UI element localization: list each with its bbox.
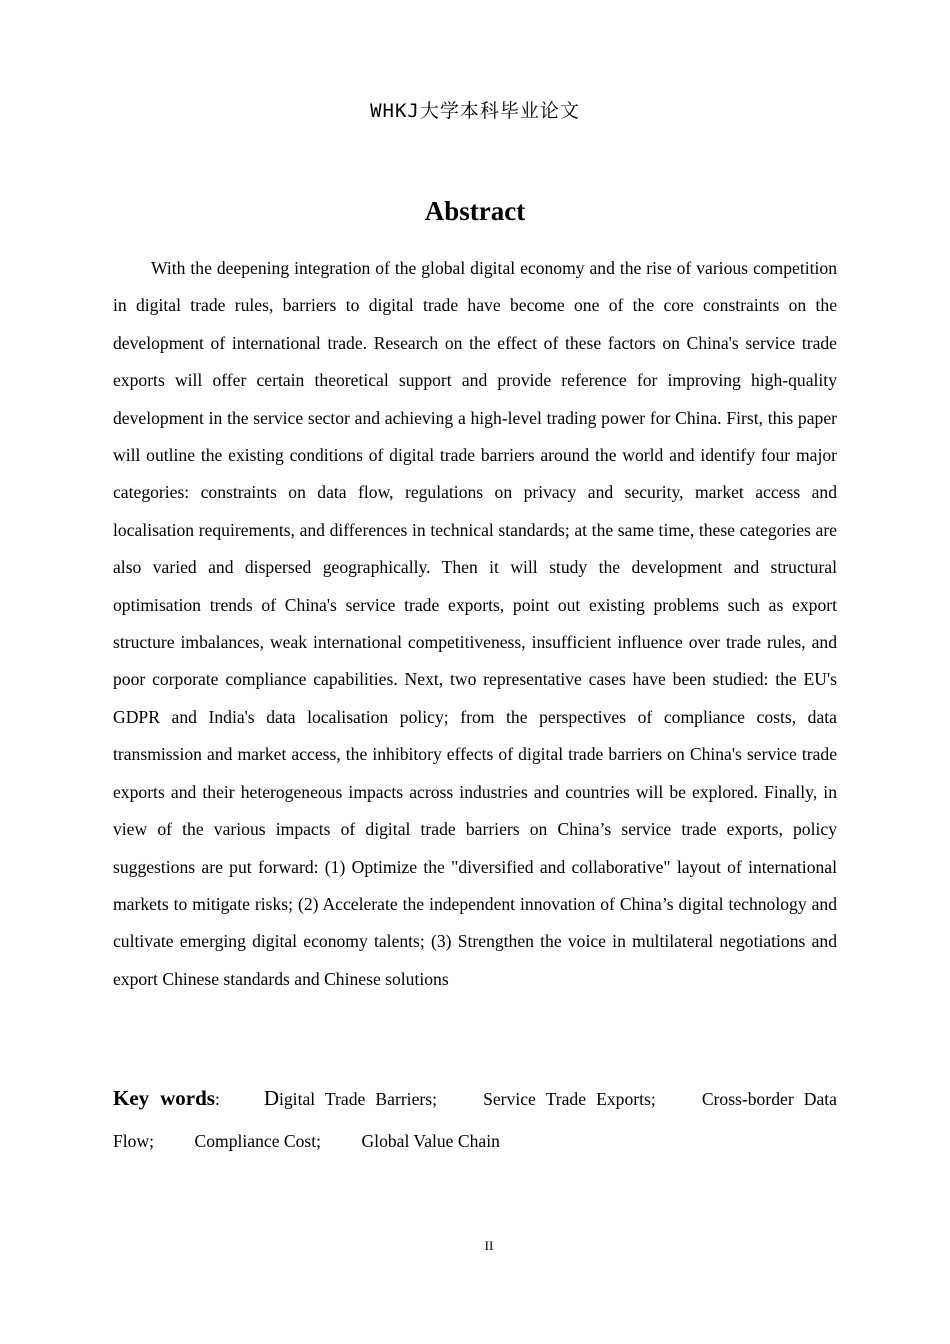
page-number: II xyxy=(484,1238,494,1253)
keyword-item: Cross-border Data Flow; xyxy=(113,1089,837,1151)
abstract-body: With the deepening integration of the global digital economy and the rise of various competition in digital trade rules, barriers to digital trade have become one of the core constraints on the development of international trade. Research on the effect of these factors on China's service trade exports will offer certain theoretical support and provide reference for improving high-quality development in the service sector and achieving a high-level trading power for China. First, this paper will outline the existing conditions of digital trade barriers around the world and identify four major categories: constraints on data flow, regulations on privacy and security, market access and localisation requirements, and differences in technical standards; at the same time, these categories are also varied and dispersed geographically. Then it will study the development and structural optimisation trends of China's service trade exports, point out existing problems such as export structure imbalances, weak international competitiveness, insufficient influence over trade rules, and poor corporate compliance capabilities. Next, two representative cases have been studied: the EU's GDPR and India's data localisation policy; from the perspectives of compliance costs, data transmission and market access, the inhibitory effects of digital trade barriers on China's service trade exports and their heterogeneous impacts across industries and countries will be explored. Finally, in view of the various impacts of digital trade barriers on China’s service trade exports, policy suggestions are put forward: (1) Optimize the "diversified and collaborative" layout of international markets to mitigate risks; (2) Accelerate the independent innovation of China’s digital technology and cultivate emerging digital economy talents; (3) Strengthen the voice in multilateral negotiations and export Chinese standards and Chinese solutions xyxy=(113,258,837,989)
keyword-item: Service Trade Exports; xyxy=(483,1089,656,1109)
keywords-section xyxy=(113,1077,837,1162)
keyword-rest: igital Trade Barriers; xyxy=(279,1089,437,1109)
running-header: WHKJ大学本科毕业论文 xyxy=(370,100,580,122)
keywords-colon: : xyxy=(214,1089,220,1109)
keyword-initial: D xyxy=(263,1086,279,1110)
keywords-label: Key words xyxy=(113,1086,215,1110)
keyword-item xyxy=(263,1086,437,1110)
keyword-item: Compliance Cost; xyxy=(194,1131,322,1151)
keyword-item: Global Value Chain xyxy=(361,1131,500,1151)
abstract-heading: Abstract xyxy=(424,196,526,226)
